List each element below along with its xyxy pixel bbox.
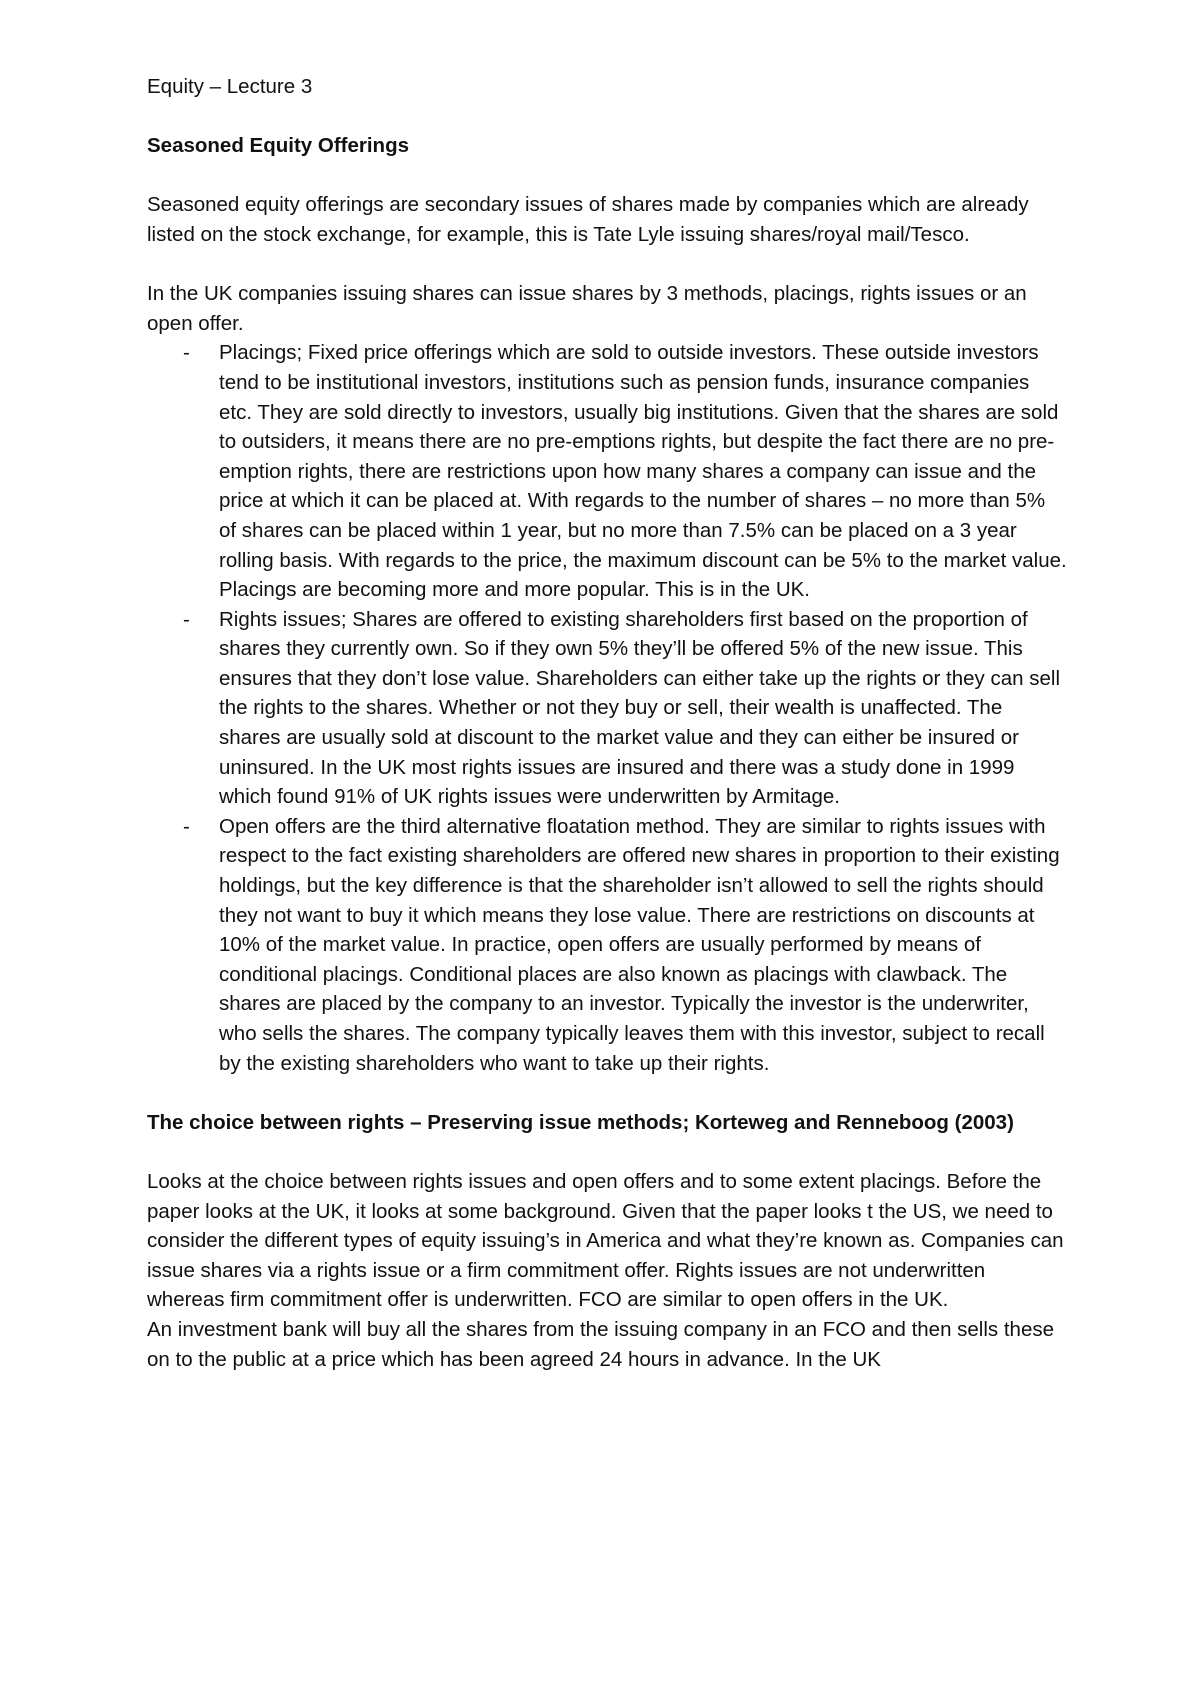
methods-intro-paragraph: In the UK companies issuing shares can issue shares by 3 methods, placings, rights issues or an open offer. [147,282,1027,335]
list-item-text: Placings; Fixed price offerings which are sold to outside investors. These outside investors tend to be institutional investors, institutions such as pension funds, insurance companies etc. They are sold directly to investors, usually big institutions. Given that the shares are sold to outsiders, it means there are no pre-emptions rights, but despite the fact there are no pre-emption rights, there are restrictions upon how many shares a company can issue and the price at which it can be placed at. With regards to the number of shares – no more than 5% of shares can be placed within 1 year, but no more than 7.5% can be placed on a 3 year rolling basis. With regards to the price, the maximum discount can be 5% to the market value. Placings are becoming more and more popular. This is in the UK. [219,341,1067,602]
document-title: Equity – Lecture 3 [147,75,313,98]
paper-summary-paragraph: Looks at the choice between rights issues and open offers and to some extent placings. Before the paper looks at the UK, it looks at some background. Given that the paper looks t the US, we need to consider the different types of equity issuing’s in America and what they’re known as. Companies can issue shares via a rights issue or a firm commitment offer. Rights issues are not underwritten whereas firm commitment offer is underwritten. FCO are similar to open offers in the UK. [147,1169,1064,1312]
list-dash-marker: - [183,814,190,838]
list-item-text: Open offers are the third alternative floatation method. They are similar to rights issues with respect to the fact existing shareholders are offered new shares in proportion to their existing holdings, but the key difference is that the shareholder isn’t allowed to sell the rights should they not want to buy it which means they lose value. There are restrictions on discounts at 10% of the market value. In practice, open offers are usually performed by means of conditional placings. Conditional places are also known as placings with clawback. The shares are placed by the company to an investor. Typically the investor is the underwriter, who sells the shares. The company typically leaves them with this investor, subject to recall by the existing shareholders who want to take up their rights. [219,814,1060,1075]
list-item-text: Rights issues; Shares are offered to existing shareholders first based on the proportion of shares they currently own. So if they own 5% they’ll be offered 5% of the new issue. This ensures that they don’t lose value. Shareholders can either take up the rights or they can sell the rights to the shares. Whether or not they buy or sell, their wealth is unaffected. The shares are usually sold at discount to the market value and they can either be insured or uninsured. In the UK most rights issues are insured and there was a study done in 1999 which found 91% of UK rights issues were underwritten by Armitage. [219,607,1061,809]
issue-methods-list [147,338,1067,1078]
investment-bank-paragraph: An investment bank will buy all the shares from the issuing company in an FCO and then sells these on to the public at a price which has been agreed 24 hours in advance. In the UK [147,1317,1055,1371]
list-dash-marker: - [183,607,190,631]
section-heading-choice-between-rights: The choice between rights – Preserving issue methods; Korteweg and Renneboog (2003) [147,1110,1014,1134]
list-item-rights-issues [147,605,1067,812]
list-dash-marker: - [183,341,190,365]
section-heading-seasoned-equity: Seasoned Equity Offerings [147,134,409,158]
list-item-open-offers [147,812,1067,1078]
document-page [147,72,1067,1374]
intro-paragraph: Seasoned equity offerings are secondary issues of shares made by companies which are already listed on the stock exchange, for example, this is Tate Lyle issuing shares/royal mail/Tesco. [147,193,1029,246]
list-item-placings [147,338,1067,604]
